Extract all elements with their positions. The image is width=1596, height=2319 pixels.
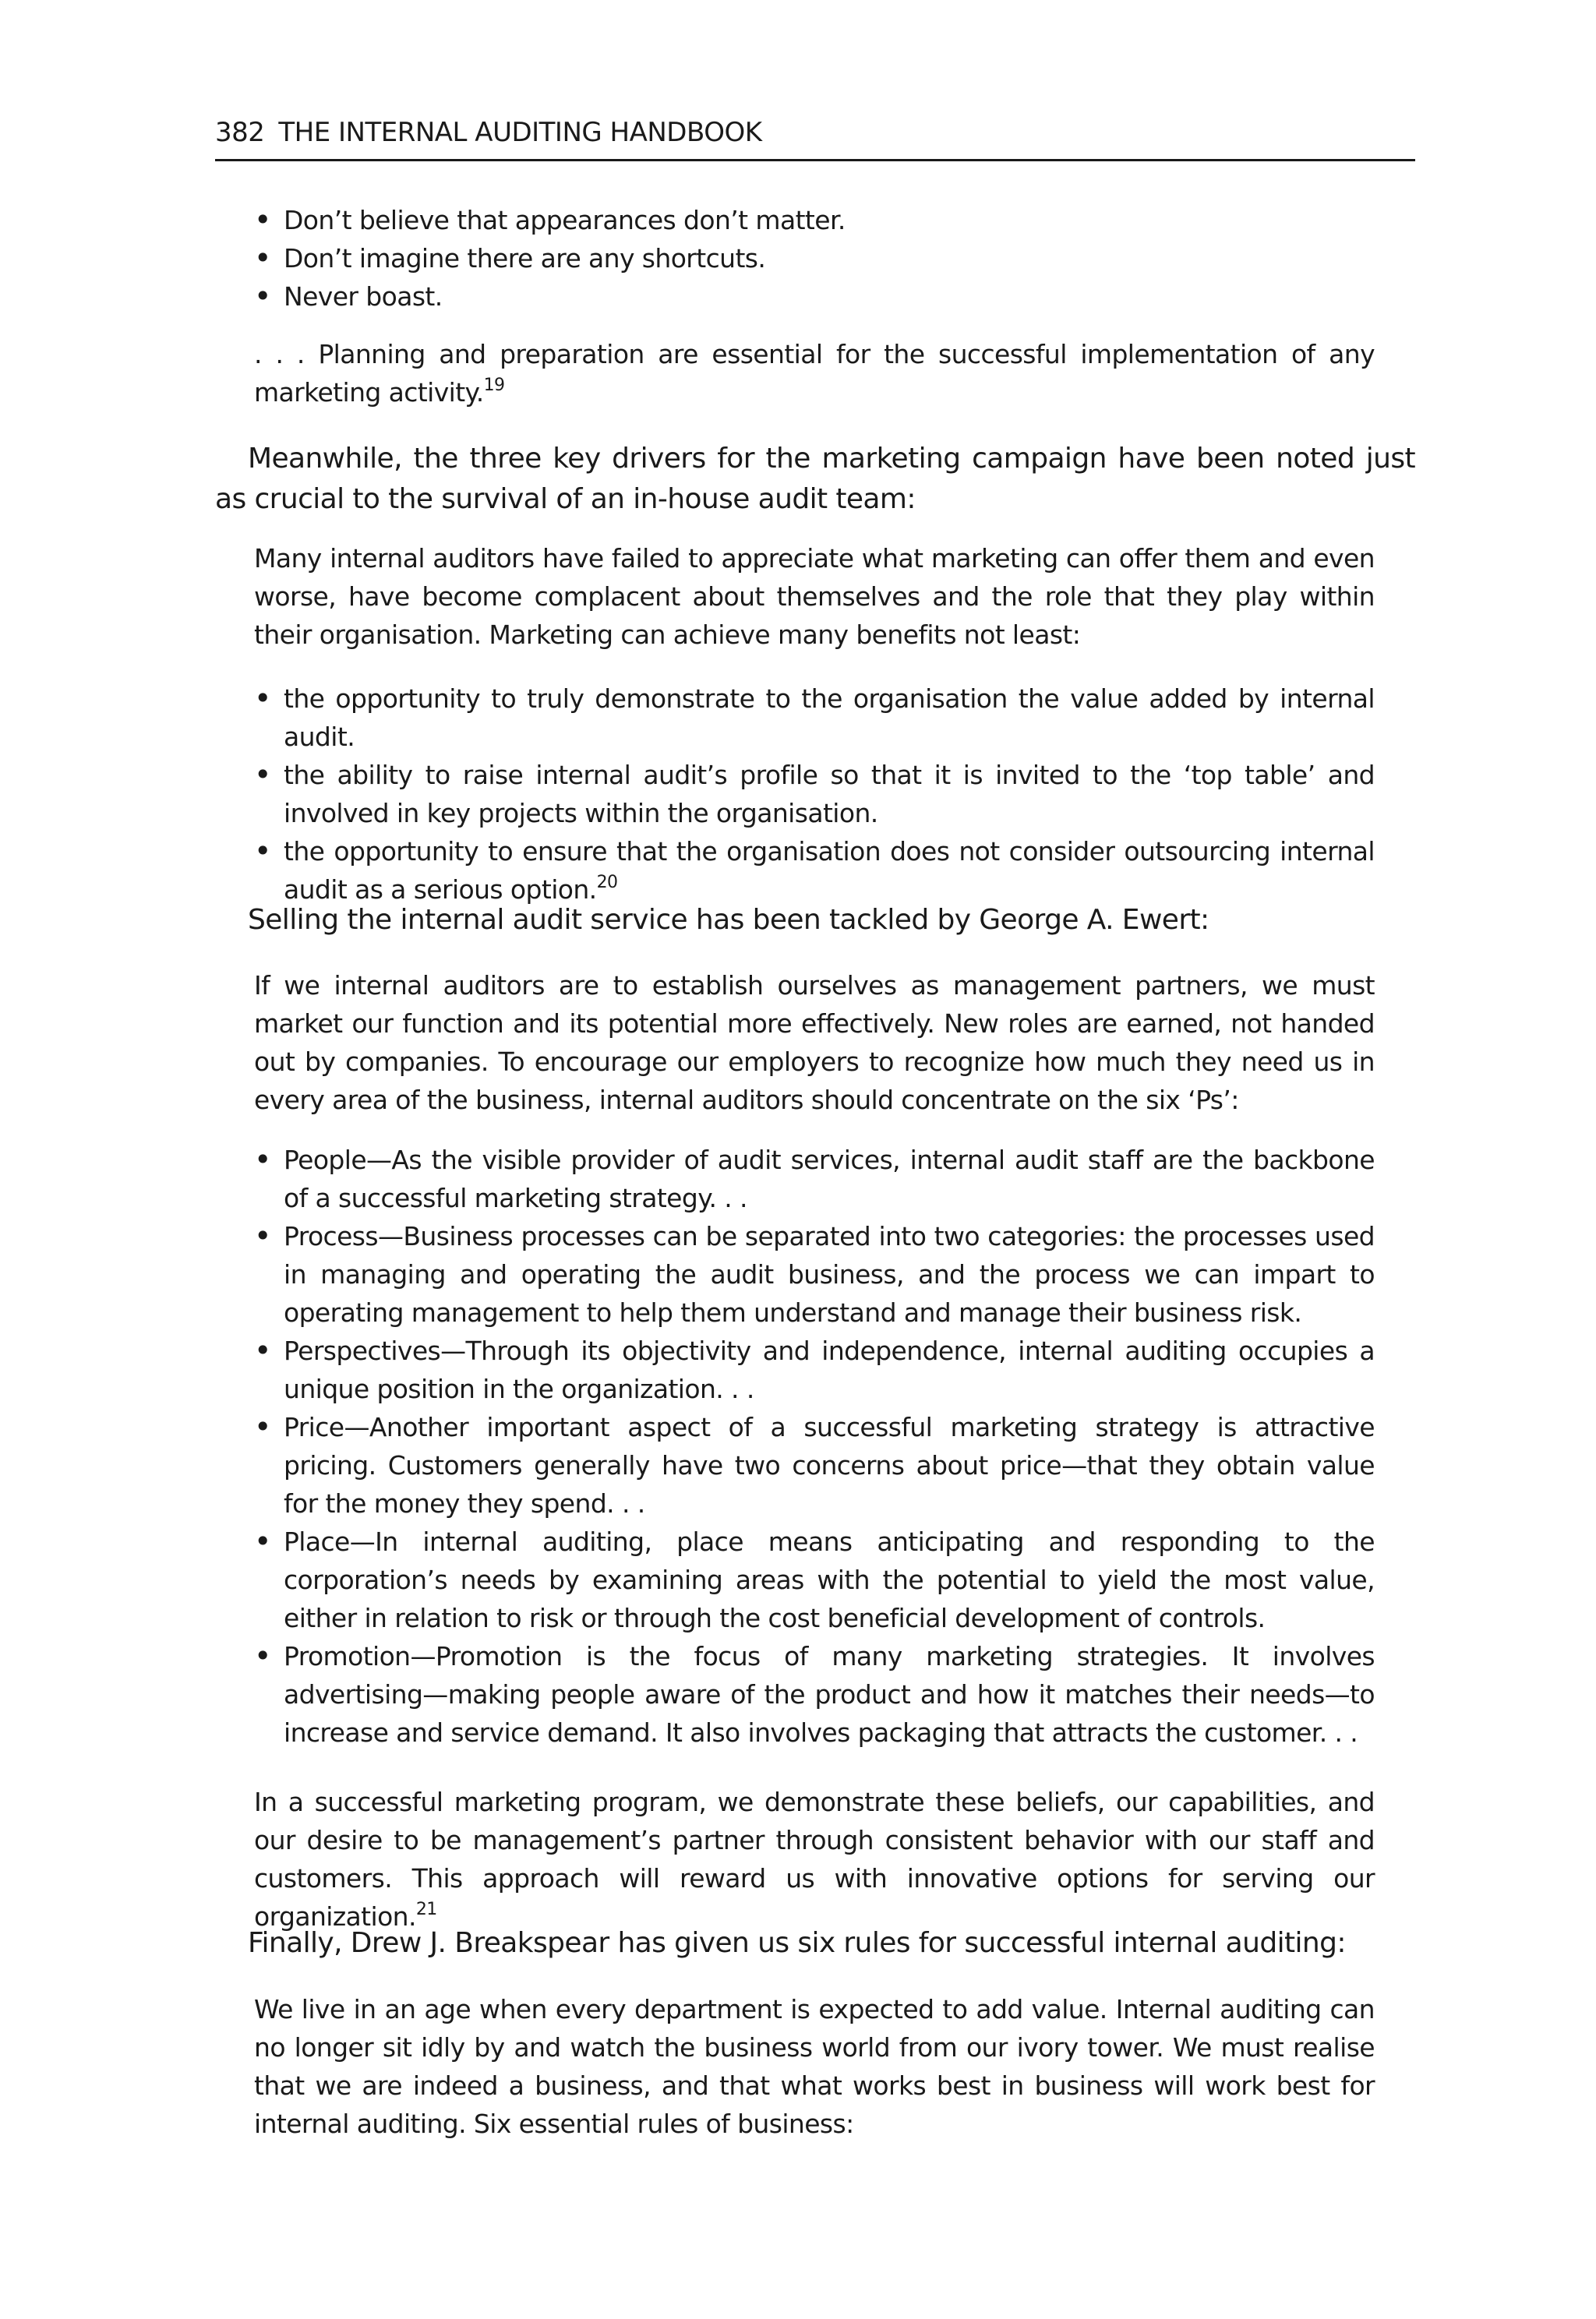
quote-ewert-close-text: In a successful marketing program, we demonstrate these beliefs, our capabilities, and our desire to be management’s partner through consistent behavior with our staff and customers. This approach will reward us with innovative options for serving our organization.: [254, 1787, 1375, 1932]
quote-ewert-intro: If we internal auditors are to establish ourselves as management partners, we must market our function and its potential more effectively. New roles are earned, not handed out by companies. To encourage our employers to recognize how much they need us in every area of the business, internal auditors should concentrate on the six ‘Ps’:: [254, 970, 1375, 1115]
paragraph-finally: Finally, Drew J. Breakspear has given us six rules for successful internal auditing:: [248, 1927, 1346, 1959]
footnote-ref-19: 19: [483, 376, 505, 395]
book-title: THE INTERNAL AUDITING HANDBOOK: [278, 117, 762, 148]
list-item: • Price—Another important aspect of a successful marketing strategy is attractive pricing. Customers generally have two concerns about price—that they obtain value for the money they spend. . .: [254, 1408, 1375, 1523]
list-item: • People—As the visible provider of audit services, internal audit staff are the backbone of a successful marketing strategy. . .: [254, 1141, 1375, 1217]
running-header: [215, 117, 1415, 161]
quote-many-auditors: Many internal auditors have failed to appreciate what marketing can offer them and even worse, have become complacent about themselves and the role that they play within their organisation. Marketing can achieve many benefits not least:: [254, 543, 1375, 650]
list-item: [254, 832, 1375, 909]
list-item-text: the opportunity to ensure that the organisation does not consider outsourcing internal audit as a serious option.: [284, 836, 1375, 905]
planning-quote-text: . . . Planning and preparation are essential for the successful implementation of any marketing activity.: [254, 339, 1375, 408]
list-item: • Promotion—Promotion is the focus of many marketing strategies. It involves advertising—making people aware of the product and how it matches their needs—to increase and service demand. It also involves packaging that attracts the customer. . .: [254, 1637, 1375, 1752]
list-item-text: the opportunity to truly demonstrate to the organisation the value added by internal audit.: [284, 683, 1375, 752]
benefit-bullet-list: [254, 679, 1375, 909]
planning-quote: [254, 335, 1375, 411]
list-item: • Don’t believe that appearances don’t matter.: [254, 201, 1375, 239]
footnote-ref-21: 21: [415, 1900, 437, 1919]
list-item: [254, 679, 1375, 756]
list-item: • Place—In internal auditing, place means anticipating and responding to the corporation’s needs by examining areas with the potential to yield the most value, either in relation to risk or through the cost beneficial development of controls.: [254, 1523, 1375, 1637]
list-item: • Don’t imagine there are any shortcuts.: [254, 239, 1375, 277]
page-number: 382: [215, 117, 265, 148]
quote-ewert-close: [254, 1783, 1375, 1936]
list-item-text: the ability to raise internal audit’s profile so that it is invited to the ‘top table’ and involved in key projects within the organisation.: [284, 760, 1375, 828]
list-item: [254, 756, 1375, 832]
top-bullet-list: [254, 201, 1375, 316]
list-item: • Perspectives—Through its objectivity and independence, internal auditing occupies a unique position in the organization. . .: [254, 1332, 1375, 1408]
paragraph-meanwhile-text: Meanwhile, the three key drivers for the marketing campaign have been noted just as crucial to the survival of an in-house audit team:: [215, 443, 1415, 515]
list-item: • Never boast.: [254, 277, 1375, 316]
six-ps-list: [254, 1141, 1375, 1752]
list-item: • Process—Business processes can be separated into two categories: the processes used in managing and operating the audit business, and the process we can impart to operating management to help them understand and manage their business risk.: [254, 1217, 1375, 1332]
quote-breakspear: We live in an age when every department is expected to add value. Internal auditing can no longer sit idly by and watch the business world from our ivory tower. We must realise that we are indeed a business, and that what works best in business will work best for internal auditing. Six essential rules of business:: [254, 1994, 1375, 2139]
paragraph-selling: Selling the internal audit service has been tackled by George A. Ewert:: [248, 904, 1209, 936]
footnote-ref-20: 20: [596, 873, 618, 892]
paragraph-meanwhile: [215, 439, 1415, 520]
